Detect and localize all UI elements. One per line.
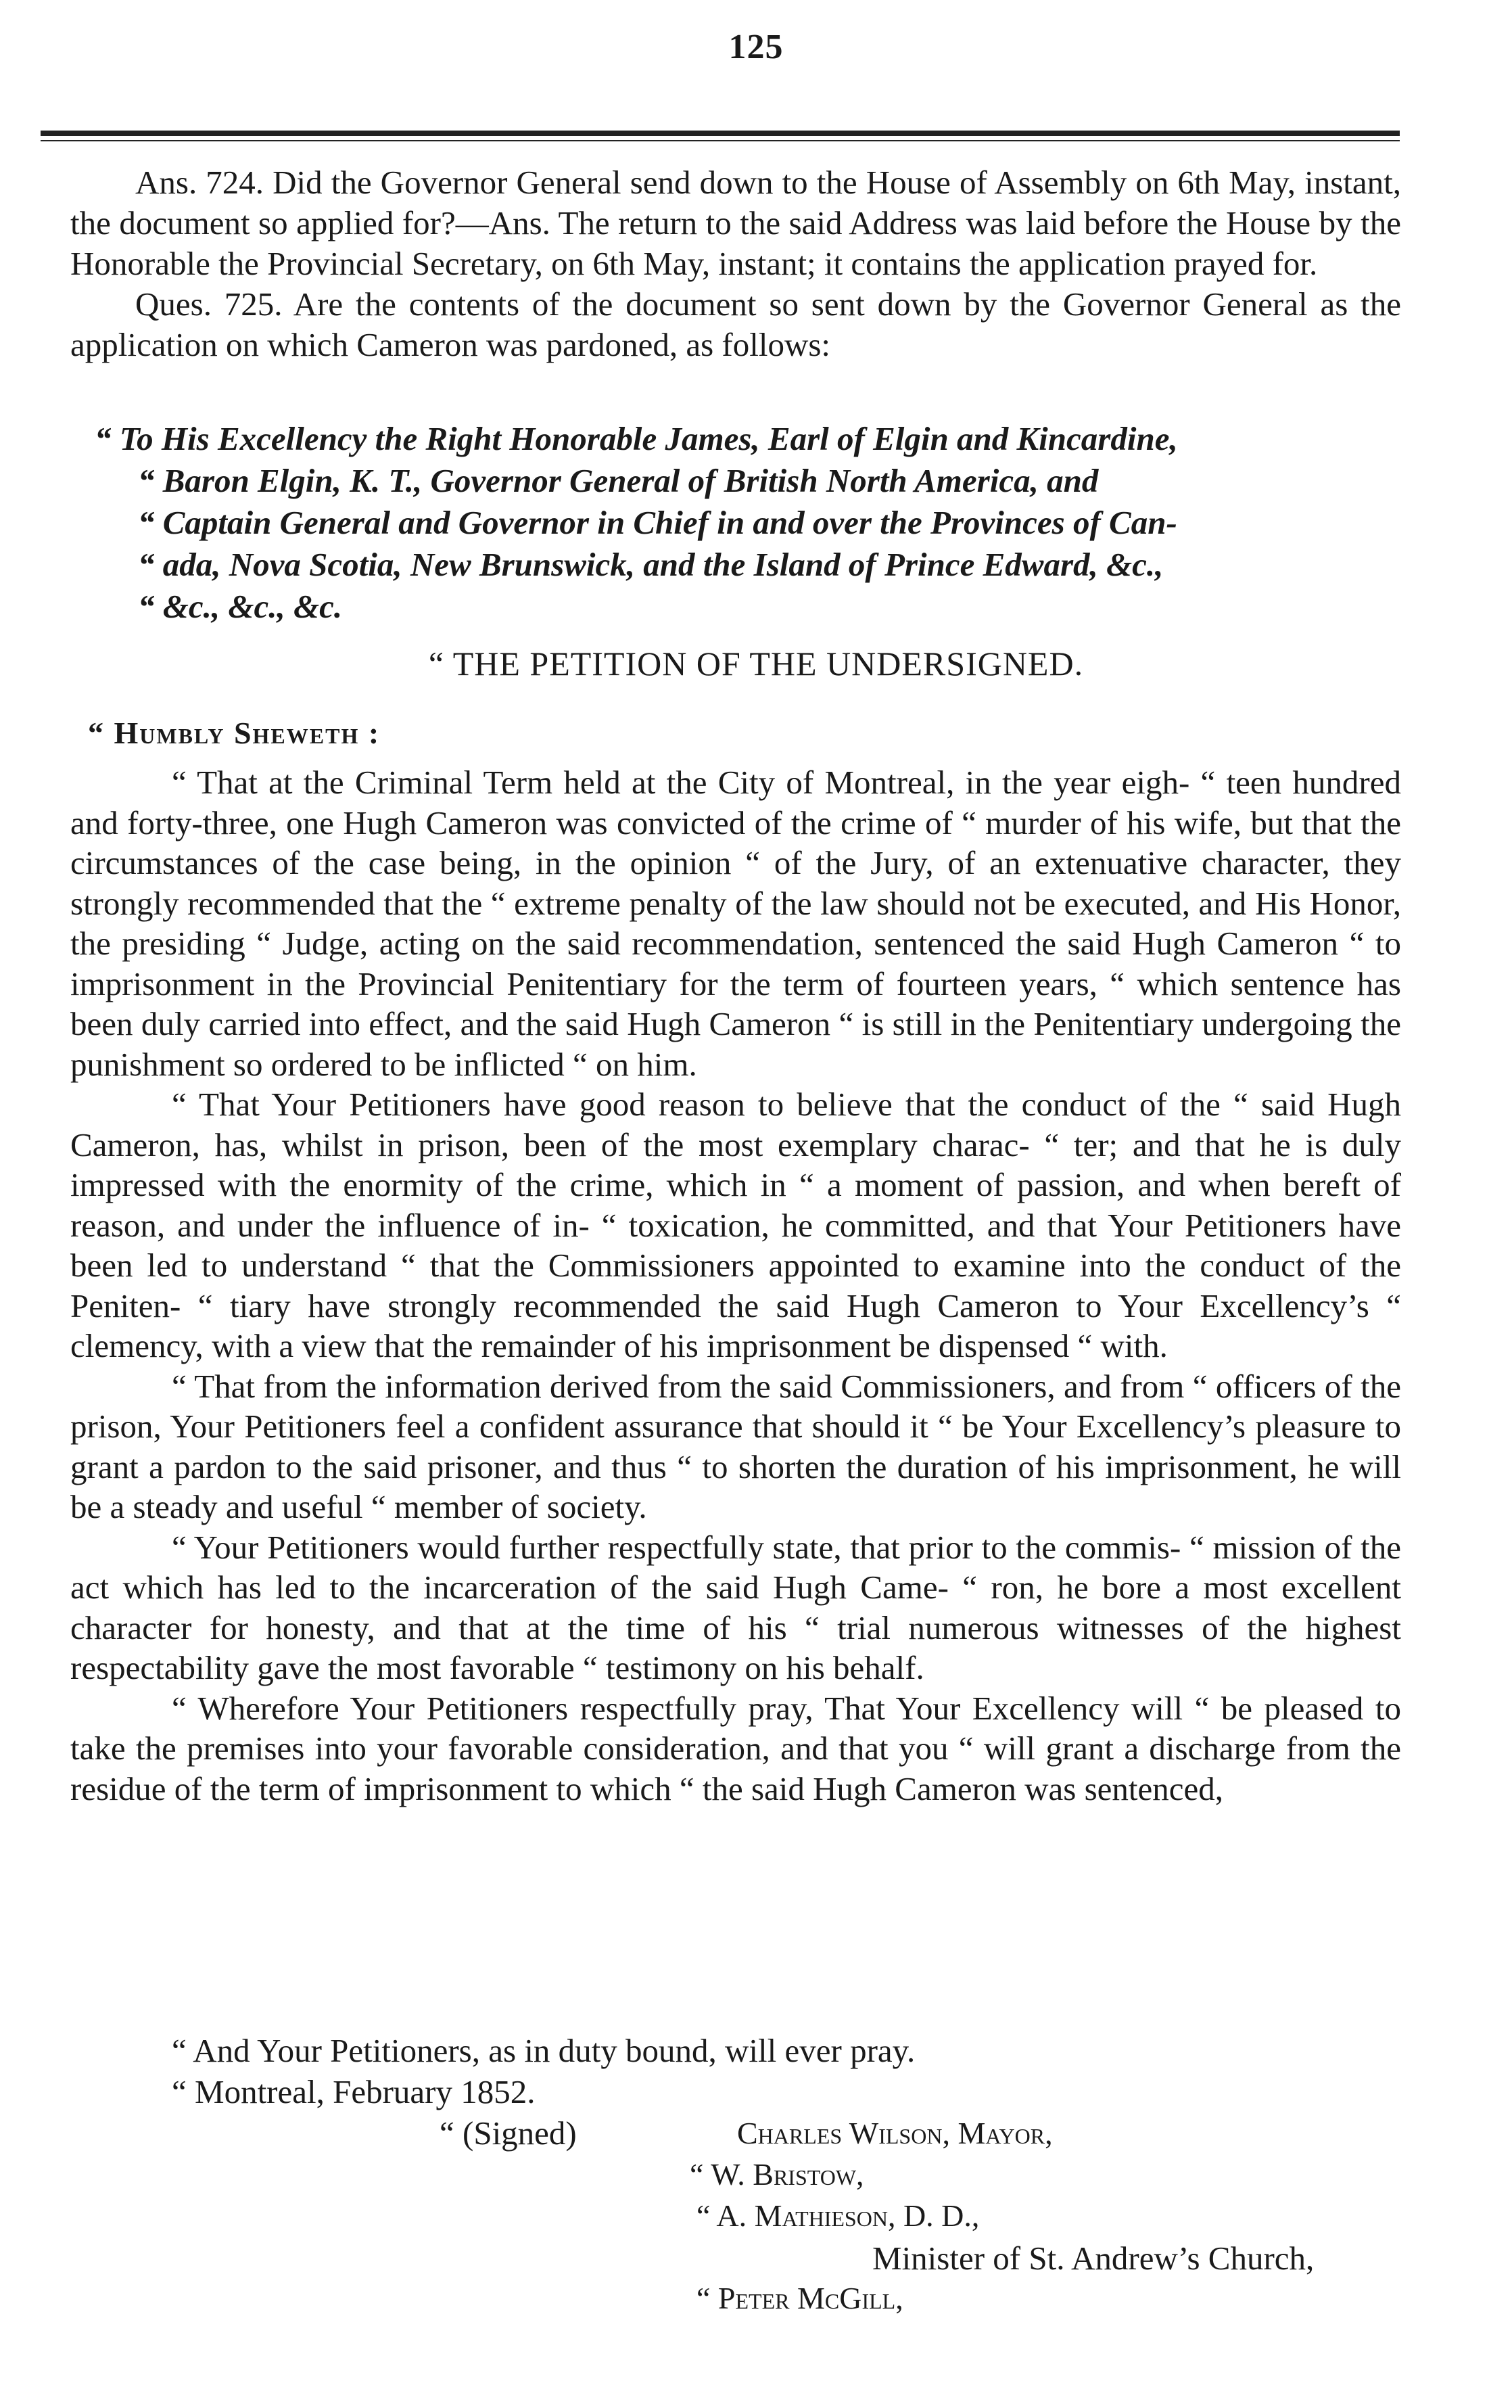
address-line: “ To His Excellency the Right Honorable James, Earl of Elgin and Kincardine, (95, 420, 1178, 457)
question-725: Ques. 725. Are the contents of the document so sent down by the Governor General as the application on which Cameron was pardoned, as follows: (70, 285, 1401, 363)
page-number: 125 (728, 28, 784, 66)
signatory-mcgill: “ Peter McGill, (696, 2281, 903, 2315)
closing-prayer: “ And Your Petitioners, as in duty bound, will ever pray. (172, 2032, 916, 2069)
petition-body (70, 762, 1401, 1809)
header-rule-thick (41, 131, 1400, 136)
petition-paragraph: “ That from the information derived from the said Commissioners, and from “ officers of the prison, Your Petitioners feel a confident assurance that should it “ be Your Excellency’s pleasure to grant a pardon to the said prisoner, and thus “ to shorten the duration of his imprisonment, he will be a steady and useful “ member of society. (70, 1367, 1401, 1525)
header-rule-thin (41, 140, 1400, 141)
signatory-wilson: Charles Wilson, Mayor, (737, 2116, 1053, 2150)
petition-paragraph: “ That Your Petitioners have good reason to believe that the conduct of the “ said Hugh Cameron, has, whilst in prison, been of the most exemplary charac- “ ter; and that he is duly impressed with the enormity of the crime, which in “ a moment of passion, and when bereft of reason, and under the influence of in- “ toxication, he committed, and that Your Petitioners have been led to understand “ that the Commissioners appointed to examine into the conduct of the Peniten- “ tiary have strongly recommended the said Hugh Cameron to Your Excellency’s “ clemency, with a view that the remainder of his imprisonment be dispensed “ with. (70, 1086, 1401, 1364)
petition-paragraph: “ That at the Criminal Term held at the City of Montreal, in the year eigh- “ teen hundred and forty-three, one Hugh Cameron was convicted of the crime of “ murder of his wife, but that the circumstances of the case being, in the opinion “ of the Jury, of an extenuative character, they strongly recommended that the “ extreme penalty of the law should not be executed, and His Honor, the presiding “ Judge, acting on the said recommendation, sentenced the said Hugh Cameron “ to imprisonment in the Provincial Penitentiary for the term of fourteen years, “ which sentence has been duly carried into effect, and the said Hugh Cameron “ is still in the Penitentiary undergoing the punishment so ordered to be inflicted “ on him. (70, 764, 1401, 1083)
preamble (70, 162, 1401, 365)
signatory-bristow: “ W. Bristow, (690, 2157, 864, 2192)
address-line: “ &c., &c., &c. (138, 588, 343, 625)
answer-724: Ans. 724. Did the Governor General send down to the House of Assembly on 6th May, instant, the document so applied for?—Ans. The return to the said Address was laid before the House by the Honorable the Provincial Secretary, on 6th May, instant; it contains the application prayed for. (70, 164, 1401, 282)
signatory-title: Minister of St. Andrew’s Church, (872, 2240, 1315, 2277)
salutation: “ Humbly Sheweth : (88, 716, 381, 750)
signed-label: “ (Signed) (440, 2114, 577, 2152)
petition-paragraph: “ Your Petitioners would further respectfully state, that prior to the commis- “ mission of the act which has led to the incarceration of the said Hugh Came- “ ron, he bore a most excellent character for honesty, and that at the time of his “ trial numerous witnesses of the highest respectability gave the most favorable “ testimony on his behalf. (70, 1528, 1401, 1686)
petition-paragraph: “ Wherefore Your Petitioners respectfully pray, That Your Excellency will “ be pleased to take the premises into your favorable consideration, and that you “ will grant a discharge from the residue of the term of imprisonment to which “ the said Hugh Cameron was sentenced, (70, 1689, 1401, 1807)
address-line: “ Baron Elgin, K. T., Governor General of British North America, and (138, 462, 1099, 499)
address-line: “ Captain General and Governor in Chief in and over the Provinces of Can- (138, 504, 1177, 541)
address-block (95, 418, 1400, 628)
address-line: “ ada, Nova Scotia, New Brunswick, and the Island of Prince Edward, &c., (138, 546, 1164, 583)
petition-title: “ THE PETITION OF THE UNDERSIGNED. (428, 645, 1084, 682)
signatory-mathieson: “ A. Mathieson, D. D., (696, 2198, 980, 2233)
place-date: “ Montreal, February 1852. (172, 2073, 536, 2110)
